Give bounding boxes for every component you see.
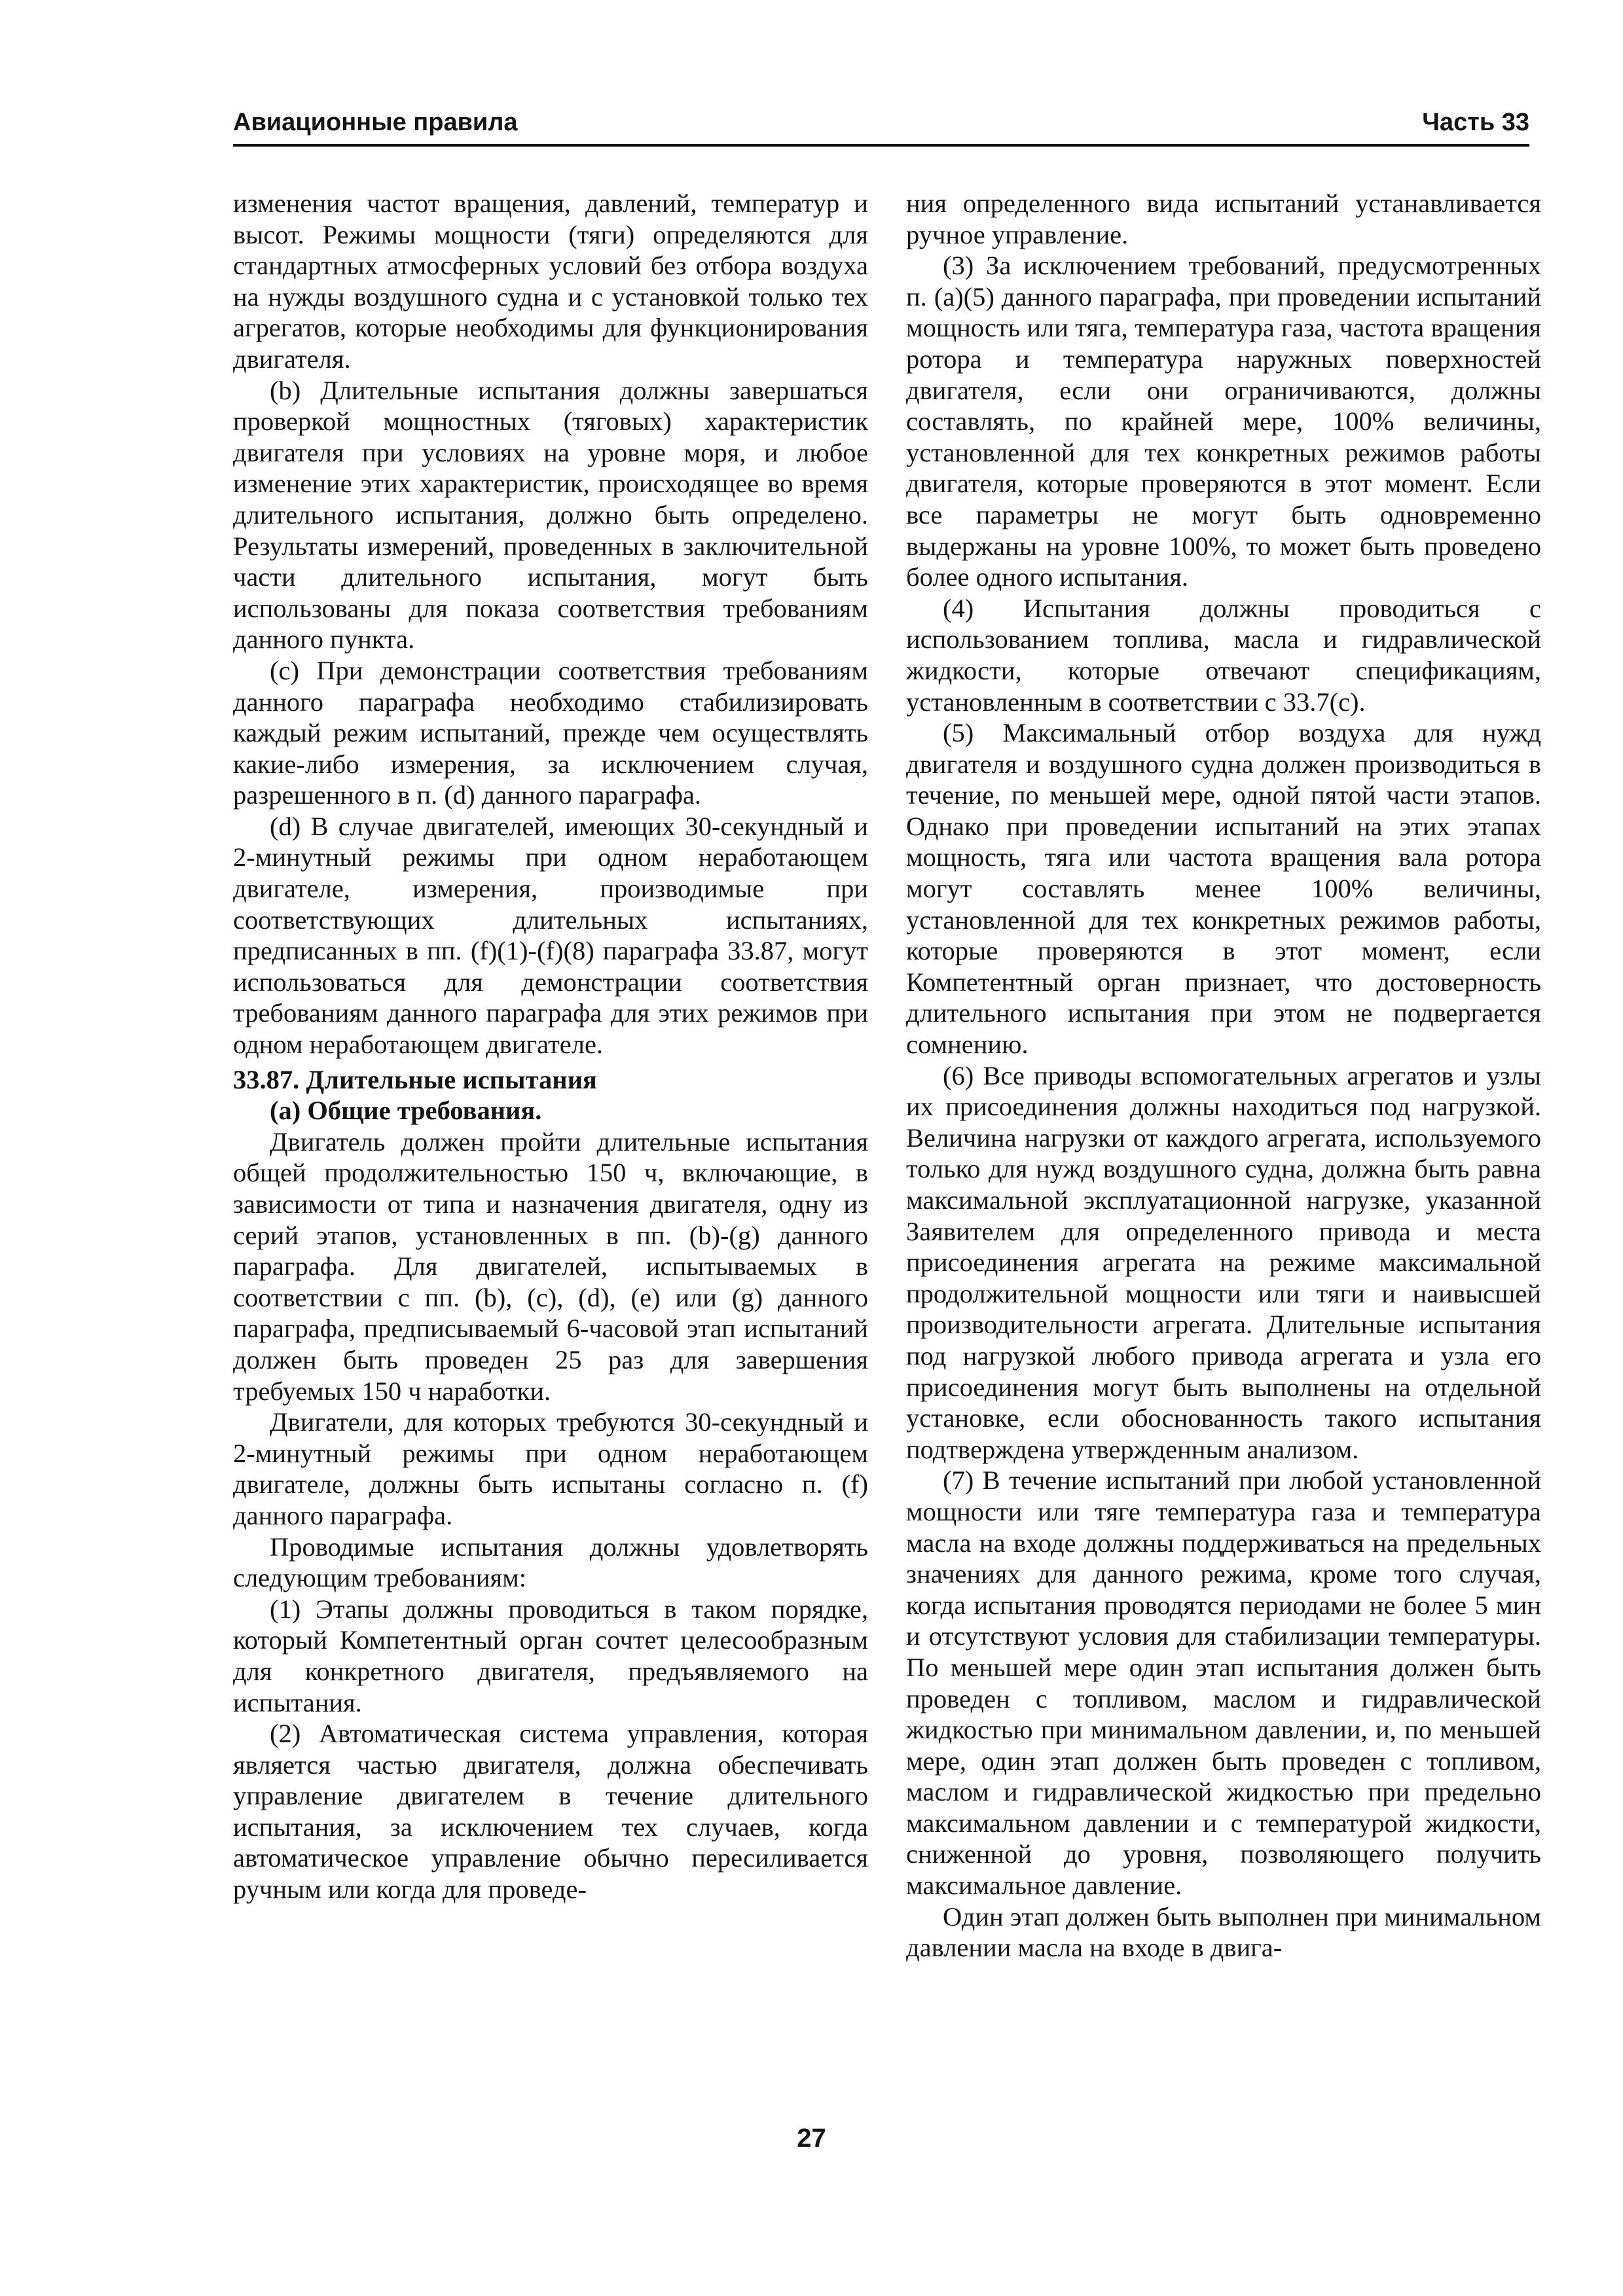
right-paragraph: Один этап должен быть выполнен при минимальном давлении масла на входе в двига- (906, 1901, 1541, 1963)
left-paragraph: Двигатель должен пройти длительные испытания общей продолжительностью 150 ч, включающие, в зависимости от типа и назначения двигателя, одну из серий этапов, установленных в пп. (b)-(g) данного параграфа. Для двигателей, испытываемых в соответствии с пп. (b), (c), (d), (e) или (g) данного параграфа, предписываемый 6-часовой этап испытаний должен быть проведен 25 раз для завершения требуемых 150 ч наработки. (233, 1126, 868, 1406)
left-paragraph: Двигатели, для которых требуются 30-секундный и 2-минутный режимы при одном неработающем двигателе, должны быть испытаны согласно п. (f) данного параграфа. (233, 1407, 868, 1530)
right-column (906, 188, 1541, 1964)
left-continued-paragraph: изменения частот вращения, давлений, температур и высот. Режимы мощности (тяги) определяются для стандартных атмосферных условий без отбора воздуха на нужды воздушного судна и с установкой только тех агрегатов, которые необходимы для функционирования двигателя. (233, 188, 868, 374)
header-title: Авиационные правила (233, 109, 518, 136)
right-paragraph: (5) Максимальный отбор воздуха для нужд двигателя и воздушного судна должен производиться в течение, по меньшей мере, одной пятой части этапов. Однако при проведении испытаний на этих этапах мощность, тяга или частота вращения вала ротора могут составлять менее 100% величины, установленной для тех конкретных режимов работы, которые проверяются в этот момент, если Компетентный орган признает, что достоверность длительного испытания при этом не подвергается сомнению. (906, 718, 1541, 1060)
right-continued-paragraph: ния определенного вида испытаний устанавливается ручное управление. (906, 188, 1541, 249)
left-paragraph: (c) При демонстрации соответствия требованиям данного параграфа необходимо стабилизировать каждый режим испытаний, прежде чем осуществлять какие-либо измерения, за исключением случая, разрешенного в п. (d) данного параграфа. (233, 655, 868, 810)
right-paragraph: (6) Все приводы вспомогательных агрегатов и узлы их присоединения должны находиться под нагрузкой. Величина нагрузки от каждого агрегата, используемого только для нужд воздушного судна, должна быть равна максимальной эксплуатационной нагрузке, указанной Заявителем для определенного привода и места присоединения агрегата на режиме максимальной продолжительной мощности или тяги и наивысшей производительности агрегата. Длительные испытания под нагрузкой любого привода агрегата и узла его присоединения могут быть выполнены на отдельной установке, если обоснованность такого испытания подтверждена утвержденным анализом. (906, 1060, 1541, 1464)
page-number: 27 (797, 2124, 826, 2153)
left-paragraph: (2) Автоматическая система управления, которая является частью двигателя, должна обеспечивать управление двигателем в течение длительного испытания, за исключением тех случаев, когда автоматическое управление обычно пересиливается ручным или когда для проведе- (233, 1719, 868, 1905)
left-paragraph: (b) Длительные испытания должны завершаться проверкой мощностных (тяговых) характеристик двигателя при условиях на уровне моря, и любое изменение этих характеристик, происходящее во время длительного испытания, должно быть определено. Результаты измерений, проведенных в заключительной части длительного испытания, могут быть использованы для показа соответствия требованиям данного пункта. (233, 375, 868, 655)
right-paragraph: (7) В течение испытаний при любой установленной мощности или тяге температура газа и температура масла на входе должны поддерживаться на предельных значениях для данного режима, кроме того случая, когда испытания проводятся периодами не более 5 мин и отсутствуют условия для стабилизации температуры. По меньшей мере один этап испытания должен быть проведен с топливом, маслом и гидравлической жидкостью при минимальном давлении, и, по меньшей мере, один этап должен быть проведен с топливом, маслом и гидравлической жидкостью при предельно максимальном давлении и с температурой жидкости, сниженной до уровня, позволяющего получить максимальное давление. (906, 1465, 1541, 1901)
running-header (233, 103, 1529, 147)
left-paragraph: (d) В случае двигателей, имеющих 30-секундный и 2-минутный режимы при одном неработающем двигателе, измерения, производимые при соответствующих длительных испытаниях, предписанных в пп. (f)(1)-(f)(8) параграфа 33.87, могут использоваться для демонстрации соответствия требованиям данного параграфа для этих режимов при одном неработающем двигателе. (233, 811, 868, 1060)
right-paragraph: (3) За исключением требований, предусмотренных п. (a)(5) данного параграфа, при проведении испытаний мощность или тяга, температура газа, частота вращения ротора и температура наружных поверхностей двигателя, если они ограничиваются, должны составлять, по крайней мере, 100% величины, установленной для тех конкретных режимов работы двигателя, которые проверяются в этот момент. Если все параметры не могут быть одновременно выдержаны на уровне 100%, то может быть проведено более одного испытания. (906, 251, 1541, 592)
subsection-heading: (a) Общие требования. (270, 1096, 542, 1126)
left-column (233, 188, 868, 1905)
section-heading: 33.87. Длительные испытания (233, 1064, 597, 1094)
left-paragraph: Проводимые испытания должны удовлетворять следующим требованиям: (233, 1532, 868, 1593)
header-part: Часть 33 (1422, 109, 1529, 136)
left-paragraph: (1) Этапы должны проводиться в таком порядке, который Компетентный орган сочтет целесообразным для конкретного двигателя, предъявляемого на испытания. (233, 1594, 868, 1717)
right-paragraph: (4) Испытания должны проводиться с использованием топлива, масла и гидравлической жидкости, которые отвечают спецификациям, установленным в соответствии с 33.7(c). (906, 593, 1541, 717)
